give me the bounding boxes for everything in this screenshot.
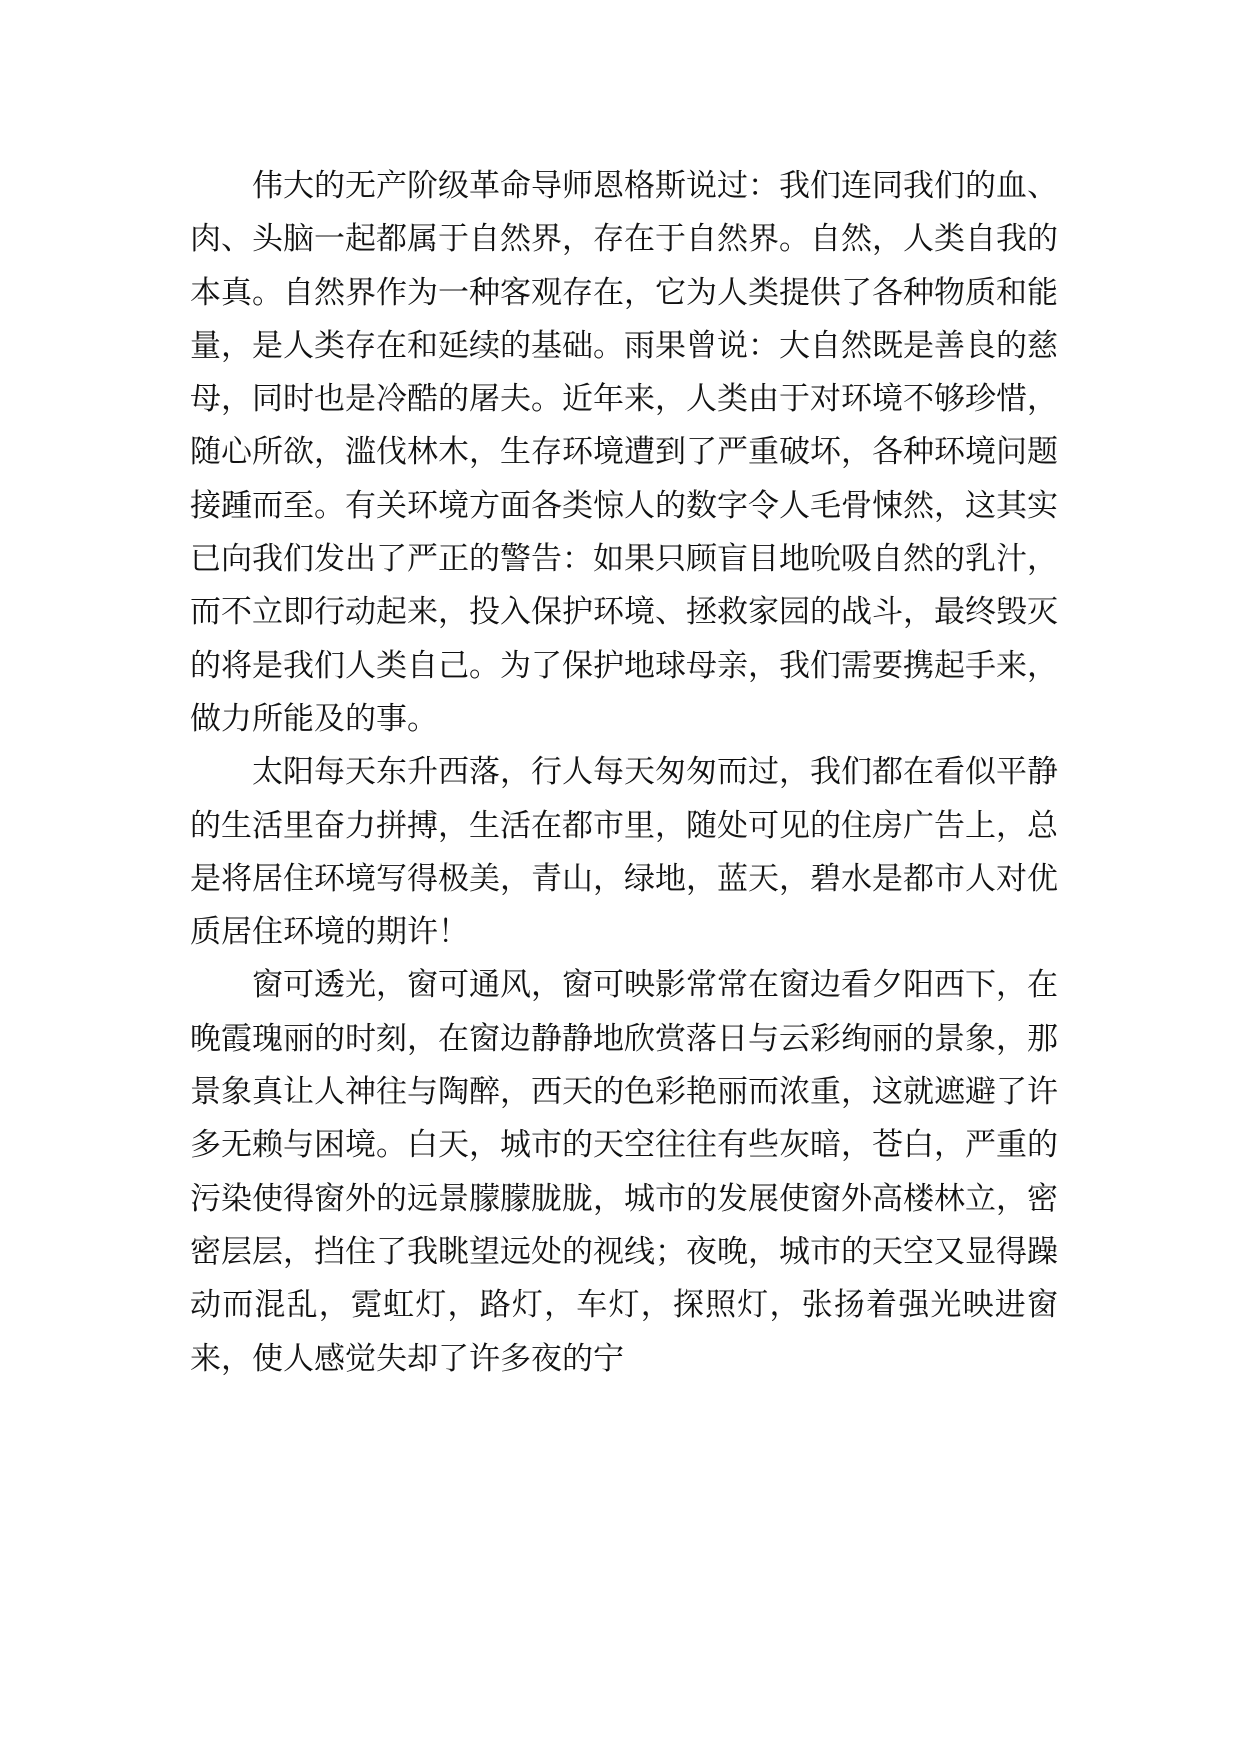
- document-body: [190, 160, 1058, 1386]
- paragraph-engels-nature: 伟大的无产阶级革命导师恩格斯说过：我们连同我们的血、肉、头脑一起都属于自然界，存在于自然界。自然，人类自我的本真。自然界作为一种客观存在，它为人类提供了各种物质和能量，是人类存在和延续的基础。雨果曾说：大自然既是善良的慈母，同时也是冷酷的屠夫。近年来，人类由于对环境不够珍惜，随心所欲，滥伐林木，生存环境遭到了严重破坏，各种环境问题接踵而至。有关环境方面各类惊人的数字令人毛骨悚然，这其实已向我们发出了严正的警告：如果只顾盲目地吮吸自然的乳汁，而不立即行动起来，投入保护环境、拯救家园的战斗，最终毁灭的将是我们人类自己。为了保护地球母亲，我们需要携起手来，做力所能及的事。: [190, 168, 1058, 737]
- paragraph-city-life: 太阳每天东升西落，行人每天匆匆而过，我们都在看似平静的生活里奋力拼搏，生活在都市里，随处可见的住房广告上，总是将居住环境写得极美，青山，绿地，蓝天，碧水是都市人对优质居住环境的期许！: [190, 754, 1058, 951]
- paragraph-window-view: 窗可透光，窗可通风，窗可映影常常在窗边看夕阳西下，在晚霞瑰丽的时刻，在窗边静静地欣赏落日与云彩绚丽的景象，那景象真让人神往与陶醉，西天的色彩艳丽而浓重，这就遮避了许多无赖与困境。白天，城市的天空往往有些灰暗，苍白，严重的污染使得窗外的远景朦朦胧胧，城市的发展使窗外高楼林立，密密层层，挡住了我眺望远处的视线；夜晚，城市的天空又显得躁动而混乱，霓虹灯，路灯，车灯，探照灯，张扬着强光映进窗来，使人感觉失却了许多夜的宁: [190, 967, 1058, 1377]
